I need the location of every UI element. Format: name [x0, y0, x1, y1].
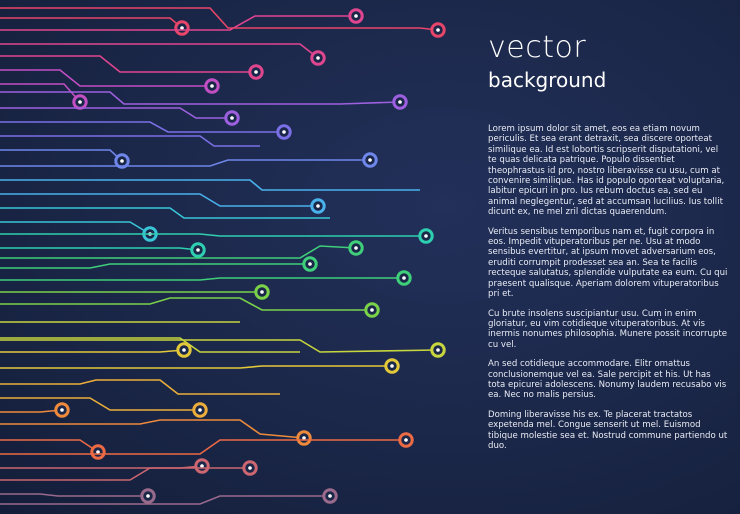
circuit-trace — [0, 208, 330, 218]
circuit-trace — [0, 366, 392, 368]
circuit-trace — [0, 264, 310, 268]
circuit-node-core — [60, 408, 64, 412]
circuit-node-core — [254, 70, 258, 74]
circuit-trace — [0, 398, 200, 410]
paragraph-5: Doming liberavisse his ex. Te placerat tractatos expetenda mel. Congue senserit ut mel. Euismod tibique molestie sea et. Nostrud commune partiendo ut duo. — [488, 409, 728, 451]
paragraph-3: Cu brute insolens suscipiantur usu. Cum in enim gloriatur, eu vim cotidieque vituperatoribus. At vis inermis nonumes philosophia. Munere possit incorrupte cu vel. — [488, 308, 728, 350]
circuit-node-core — [436, 348, 440, 352]
circuit-trace — [0, 136, 260, 146]
heading-title: vector — [488, 30, 587, 65]
circuit-node-core — [424, 234, 428, 238]
heading-subtitle: background — [488, 68, 607, 92]
circuit-node-core — [316, 204, 320, 208]
circuit-trace — [0, 194, 318, 206]
circuit-node-core — [316, 56, 320, 60]
paragraph-2: Veritus sensibus temporibus nam et, fugit corpora in eos. Impedit vituperatoribus per ne. Usu at modo sensibus evertitur, at ipsum movet adversarium eos, eruditi corrumpit prodesset sea an. Sea te facilis recteque salutatus, splendide vulputate ea eum. Cu qui praesent qualisque. Aperiam dolorem vituperatoribus pri et. — [488, 226, 728, 300]
circuit-trace — [0, 410, 62, 412]
circuit-trace — [0, 298, 372, 310]
circuit-node-core — [368, 158, 372, 162]
circuit-node-core — [354, 14, 358, 18]
circuit-trace — [0, 494, 148, 496]
circuit-node-core — [370, 308, 374, 312]
circuit-trace — [0, 440, 98, 452]
circuit-node-core — [198, 408, 202, 412]
circuit-trace — [0, 340, 438, 352]
circuit-node-core — [282, 130, 286, 134]
circuit-node-core — [308, 262, 312, 266]
circuit-trace — [0, 160, 370, 166]
circuit-trace — [0, 468, 250, 480]
paragraph-1: Lorem ipsum dolor sit amet, eos ea etiam novum periculis. Et sea erant detraxit, sea discere oporteat similique ea. Id est lobortis scripserit disputationi, vel te quas delicata patrique. Populo dissentiet theophrastus id pro, nostro liberavisse cu usu, cum at convenire similique. Has id populo oporteat voluptaria, labitur epicuri in pro. Ius rebum doctus ea, sed eu animal neglegentur, sed at accumsan lucilius. Ius tollit dicunt ex, ne mel zril dictas quaerendum. — [488, 124, 725, 218]
circuit-node-core — [182, 348, 186, 352]
circuit-trace — [0, 496, 330, 504]
body-text — [488, 124, 728, 460]
circuit-trace — [0, 92, 400, 104]
circuit-node-core — [210, 84, 214, 88]
paragraph-4: An sed cotidieque accommodare. Elitr omattus conclusionemque vel ea. Sale percipit et his. Ut has tota epicurei adolescens. Nonumy laudem recusabo vis ea. Nec no malis persius. — [488, 359, 727, 401]
circuit-trace — [0, 150, 122, 161]
circuit-trace — [0, 248, 198, 250]
circuit-node-core — [354, 246, 358, 250]
circuit-node-core — [436, 28, 440, 32]
circuit-node-core — [78, 100, 82, 104]
circuit-trace — [0, 222, 150, 234]
circuit-node-core — [390, 364, 394, 368]
circuit-trace — [0, 380, 280, 394]
circuit-trace — [0, 420, 304, 438]
circuit-node-core — [398, 100, 402, 104]
circuit-trace — [0, 18, 182, 28]
circuit-node-core — [230, 116, 234, 120]
circuit-node-core — [146, 494, 150, 498]
circuit-trace — [0, 180, 420, 190]
circuit-trace — [0, 440, 406, 454]
circuit-node-core — [248, 466, 252, 470]
circuit-trace — [0, 278, 404, 280]
circuit-node-core — [404, 438, 408, 442]
circuit-node-core — [260, 290, 264, 294]
circuit-trace — [0, 350, 184, 352]
circuit-trace — [0, 122, 284, 132]
circuit-node-core — [402, 276, 406, 280]
circuit-node-core — [120, 159, 124, 163]
circuit-trace — [0, 8, 438, 30]
circuit-trace — [0, 84, 80, 102]
circuit-node-core — [328, 494, 332, 498]
circuit-trace — [0, 234, 426, 236]
circuit-node-core — [196, 248, 200, 252]
circuit-trace — [0, 108, 232, 118]
